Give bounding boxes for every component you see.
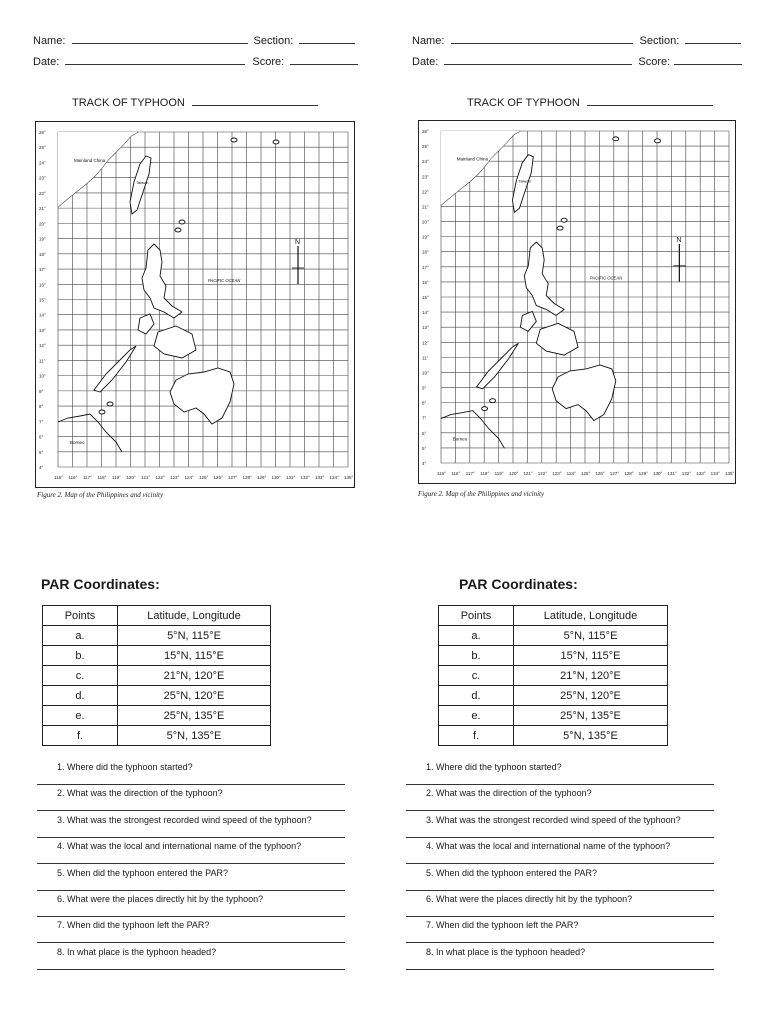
lon-label: 117° [83, 475, 92, 480]
point-cell: e. [43, 706, 118, 726]
coord-cell: 15°N, 115°E [514, 646, 668, 666]
lon-label: 120° [509, 471, 519, 476]
score-label: Score: [638, 56, 671, 68]
small-island [613, 137, 619, 141]
question-6: 6. What were the places directly hit by the typhoon? [57, 894, 264, 904]
lon-label: 123° [552, 471, 562, 476]
small-island [561, 218, 567, 222]
track-title [72, 95, 318, 109]
lon-label: 122° [155, 475, 165, 480]
lon-label: 118° [480, 471, 490, 476]
question-7: 7. When did the typhoon left the PAR? [57, 920, 210, 931]
lat-label: 22° [39, 190, 46, 196]
philippines-map [35, 121, 355, 488]
answer-line-8[interactable] [406, 969, 714, 970]
lat-label: 18° [39, 251, 46, 257]
lon-label: 133° [696, 471, 706, 476]
lat-label: 10° [39, 373, 46, 379]
par-row [43, 706, 271, 726]
visayas-shape [154, 326, 196, 358]
lat-label: 22° [422, 189, 429, 195]
score-label: Score: [252, 56, 285, 68]
question-3: 3. What was the strongest recorded wind speed of the typhoon? [57, 814, 312, 825]
lon-label: 116° [437, 471, 446, 476]
lon-label: 126° [213, 475, 223, 480]
small-island [655, 139, 661, 143]
point-cell: f. [43, 726, 118, 746]
coord-cell: 5°N, 135°E [118, 726, 271, 746]
answer-line-5[interactable] [406, 890, 714, 891]
lat-label: 8° [422, 400, 427, 406]
answer-line-5[interactable] [37, 890, 345, 891]
coord-cell: 5°N, 115°E [118, 626, 271, 646]
lat-label: 10° [422, 370, 429, 376]
answer-line-7[interactable] [406, 942, 714, 943]
lat-label: 13° [422, 325, 429, 331]
lat-label: 20° [422, 219, 429, 225]
map-grid [441, 131, 729, 463]
answer-line-2[interactable] [406, 810, 714, 811]
answer-line-1[interactable] [406, 784, 714, 785]
name-row [412, 33, 741, 47]
question-4: 4. What was the local and international name of the typhoon? [57, 841, 302, 852]
lat-label: 6° [422, 430, 427, 436]
lon-label: 116° [54, 475, 63, 480]
lat-label: 16° [422, 279, 429, 285]
map-grid [58, 132, 348, 467]
luzon-shape [142, 244, 182, 318]
section-label: Section: [253, 35, 294, 47]
lat-label: 21° [39, 206, 46, 212]
lon-label: 117° [465, 471, 475, 476]
mindoro-shape [520, 311, 536, 331]
point-cell: d. [439, 686, 514, 706]
point-cell: d. [43, 686, 118, 706]
lat-label: 18° [422, 249, 429, 255]
name-label: Name: [412, 35, 445, 47]
lat-label: 12° [39, 343, 46, 349]
lon-label: 132° [300, 475, 310, 480]
date-row [33, 54, 358, 68]
question-2: 2. What was the direction of the typhoon? [426, 788, 592, 799]
points-header: Points [439, 606, 514, 626]
lat-label: 8° [39, 404, 44, 410]
lat-label: 4° [422, 461, 427, 466]
track-title [467, 95, 713, 109]
answer-line-1[interactable] [37, 784, 345, 785]
lat-label: 23° [39, 175, 46, 181]
lat-label: 4° [39, 465, 44, 470]
point-cell: a. [439, 626, 514, 646]
lat-label: 25° [39, 145, 46, 151]
points-header: Points [43, 606, 118, 626]
question-8: 8. In what place is the typhoon headed? [426, 946, 586, 957]
section-blank[interactable] [685, 33, 741, 44]
map-svg [36, 122, 354, 487]
lat-label: 15° [39, 297, 46, 303]
lon-label: 128° [242, 475, 252, 480]
lat-label: 20° [39, 221, 46, 227]
small-island [490, 399, 496, 403]
score-blank[interactable] [290, 54, 358, 65]
lon-label: 125° [199, 475, 209, 480]
lon-label: 131° [286, 475, 296, 480]
coord-cell: 5°N, 115°E [514, 626, 668, 646]
lat-label: 9° [422, 385, 427, 391]
lat-label: 17° [422, 264, 429, 270]
question-4: 4. What was the local and international name of the typhoon? [426, 841, 671, 852]
question-5: 5. When did the typhoon entered the PAR? [57, 867, 228, 878]
name-label: Name: [33, 35, 66, 47]
lon-label: 134° [710, 471, 720, 476]
lat-label: 11° [39, 358, 46, 364]
lat-label: 13° [39, 327, 46, 333]
north-label: N [295, 239, 301, 246]
coord-cell: 5°N, 135°E [514, 726, 668, 746]
palawan-shape [94, 346, 136, 392]
par-row [439, 626, 668, 646]
answer-line-7[interactable] [37, 942, 345, 943]
coord-cell: 25°N, 135°E [118, 706, 271, 726]
small-island [231, 138, 237, 142]
lat-label: 24° [422, 159, 429, 165]
lon-label: 130° [653, 471, 663, 476]
taiwan-shape [130, 156, 151, 214]
coord-cell: 21°N, 120°E [118, 666, 271, 686]
question-6: 6. What were the places directly hit by the typhoon? [426, 894, 633, 904]
taiwan-label: Taiwan [518, 178, 531, 184]
lat-label: 12° [422, 340, 429, 346]
lat-label: 25° [422, 144, 429, 150]
lat-label: 9° [39, 388, 44, 394]
par-row [43, 646, 271, 666]
lon-label: 124° [184, 475, 194, 480]
coord-cell: 21°N, 120°E [514, 666, 668, 686]
lon-label: 131° [667, 471, 677, 476]
lon-label: 118° [97, 475, 107, 480]
par-table [42, 605, 271, 746]
point-cell: a. [43, 626, 118, 646]
pacific-ocean-label: PACIFIC OCEAN [589, 275, 623, 281]
answer-line-3[interactable] [406, 837, 714, 838]
track-title-blank[interactable] [587, 95, 713, 106]
section-label: Section: [639, 35, 680, 47]
par-row [439, 666, 668, 686]
par-row [439, 706, 668, 726]
coord-cell: 25°N, 120°E [514, 686, 668, 706]
worksheet-right [384, 0, 768, 1024]
lon-label: 132° [681, 471, 692, 476]
question-7: 7. When did the typhoon left the PAR? [426, 920, 579, 931]
lon-label: 128° [624, 471, 634, 476]
lat-label: 24° [39, 160, 46, 166]
lon-label: 130° [271, 475, 281, 480]
lat-label: 15° [422, 295, 429, 300]
answer-line-6[interactable] [37, 916, 345, 917]
lat-label: 14° [39, 312, 46, 318]
section-blank[interactable] [299, 33, 355, 44]
question-5: 5. When did the typhoon entered the PAR? [426, 867, 597, 878]
lat-label: 14° [422, 310, 429, 316]
par-header-row [43, 606, 271, 626]
par-row [439, 726, 668, 746]
lat-label: 26° [39, 130, 46, 135]
lat-label: 5° [39, 449, 44, 455]
par-row [43, 726, 271, 746]
lon-label: 119° [112, 475, 121, 480]
mindanao-shape [552, 365, 616, 421]
name-blank[interactable] [451, 33, 633, 44]
date-label: Date: [33, 56, 60, 68]
small-island [273, 140, 279, 144]
lat-label: 17° [39, 267, 46, 273]
north-label: N [676, 236, 682, 244]
par-row [43, 666, 271, 686]
small-island [179, 220, 185, 224]
mainland-china-label: Mainland China [74, 158, 106, 163]
date-label: Date: [412, 56, 439, 68]
mindanao-shape [170, 368, 234, 424]
map-svg [419, 121, 735, 483]
lat-label: 16° [39, 282, 46, 288]
lat-label: 23° [422, 174, 429, 180]
mainland-china-label: Mainland China [456, 156, 489, 162]
lon-label: 122° [537, 471, 548, 476]
figure-caption: Figure 2. Map of the Philippines and vicinity [418, 490, 545, 498]
lon-label: 127° [228, 475, 238, 480]
answer-line-6[interactable] [406, 916, 714, 917]
date-blank[interactable] [65, 54, 245, 65]
lon-label: 133° [315, 475, 325, 480]
par-table [438, 605, 668, 746]
name-row [33, 33, 355, 47]
point-cell: f. [439, 726, 514, 746]
answer-line-4[interactable] [37, 863, 345, 864]
taiwan-label: Taiwan [136, 180, 149, 185]
par-header-row [439, 606, 668, 626]
point-cell: c. [43, 666, 118, 686]
philippines-map [418, 120, 736, 484]
track-title-text: TRACK OF TYPHOON [467, 97, 580, 109]
point-cell: b. [439, 646, 514, 666]
small-island [175, 228, 181, 232]
mindoro-shape [138, 314, 154, 334]
point-cell: c. [439, 666, 514, 686]
point-cell: e. [439, 706, 514, 726]
lon-label: 116° [451, 471, 461, 476]
answer-line-4[interactable] [406, 863, 714, 864]
lat-label: 11° [422, 355, 429, 361]
lon-label: 124° [566, 471, 576, 476]
borneo-label: Borneo [70, 440, 85, 445]
lat-label: 26° [422, 129, 429, 134]
lat-label: 6° [39, 434, 44, 440]
lon-label: 126° [595, 471, 605, 476]
lon-label: 135° [344, 475, 354, 480]
par-row [439, 686, 668, 706]
borneo-label: Borneo [452, 436, 468, 442]
lon-label: 129° [257, 475, 267, 480]
answer-line-2[interactable] [37, 810, 345, 811]
lon-label: 127° [609, 471, 620, 476]
par-row [43, 626, 271, 646]
latlon-header: Latitude, Longitude [514, 606, 668, 626]
question-1: 1. Where did the typhoon started? [426, 762, 562, 772]
answer-line-8[interactable] [37, 969, 345, 970]
lat-label: 19° [39, 236, 46, 242]
borneo-coast [58, 414, 122, 452]
palawan-shape [477, 343, 519, 389]
lat-label: 21° [422, 204, 429, 210]
lon-label: 129° [638, 471, 648, 476]
latlon-header: Latitude, Longitude [118, 606, 271, 626]
small-island [557, 226, 563, 230]
figure-caption: Figure 2. Map of the Philippines and vicinity [37, 491, 164, 499]
par-row [43, 686, 271, 706]
name-blank[interactable] [72, 33, 248, 44]
coord-cell: 25°N, 135°E [514, 706, 668, 726]
question-8: 8. In what place is the typhoon headed? [57, 946, 217, 957]
lon-label: 134° [329, 475, 339, 480]
question-2: 2. What was the direction of the typhoon? [57, 788, 223, 799]
lon-label: 116° [68, 475, 78, 480]
lat-label: 5° [422, 445, 427, 451]
small-island [107, 402, 113, 406]
lon-label: 119° [494, 471, 504, 476]
question-1: 1. Where did the typhoon started? [57, 762, 193, 772]
lon-label: 121° [523, 471, 533, 476]
lon-label: 120° [126, 475, 136, 480]
point-cell: b. [43, 646, 118, 666]
date-row [412, 54, 742, 68]
answer-line-3[interactable] [37, 837, 345, 838]
lon-label: 135° [725, 471, 735, 476]
lat-label: 7° [39, 419, 44, 425]
small-island [99, 410, 105, 414]
par-row [439, 646, 668, 666]
par-title: PAR Coordinates: [41, 576, 160, 592]
luzon-shape [524, 242, 564, 315]
score-blank[interactable] [674, 54, 742, 65]
question-3: 3. What was the strongest recorded wind speed of the typhoon? [426, 814, 681, 825]
coord-cell: 15°N, 115°E [118, 646, 271, 666]
date-blank[interactable] [444, 54, 632, 65]
coord-cell: 25°N, 120°E [118, 686, 271, 706]
borneo-coast [441, 411, 505, 449]
track-title-text: TRACK OF TYPHOON [72, 97, 185, 109]
lon-label: 123° [170, 475, 180, 480]
lon-label: 121° [141, 475, 151, 480]
par-title: PAR Coordinates: [459, 576, 578, 592]
lat-label: 7° [422, 415, 427, 421]
small-island [482, 407, 488, 411]
track-title-blank[interactable] [192, 95, 318, 106]
lat-label: 19° [422, 234, 429, 240]
lon-label: 125° [581, 471, 591, 476]
visayas-shape [536, 323, 578, 355]
pacific-ocean-label: PACIFIC OCEAN [208, 278, 241, 283]
